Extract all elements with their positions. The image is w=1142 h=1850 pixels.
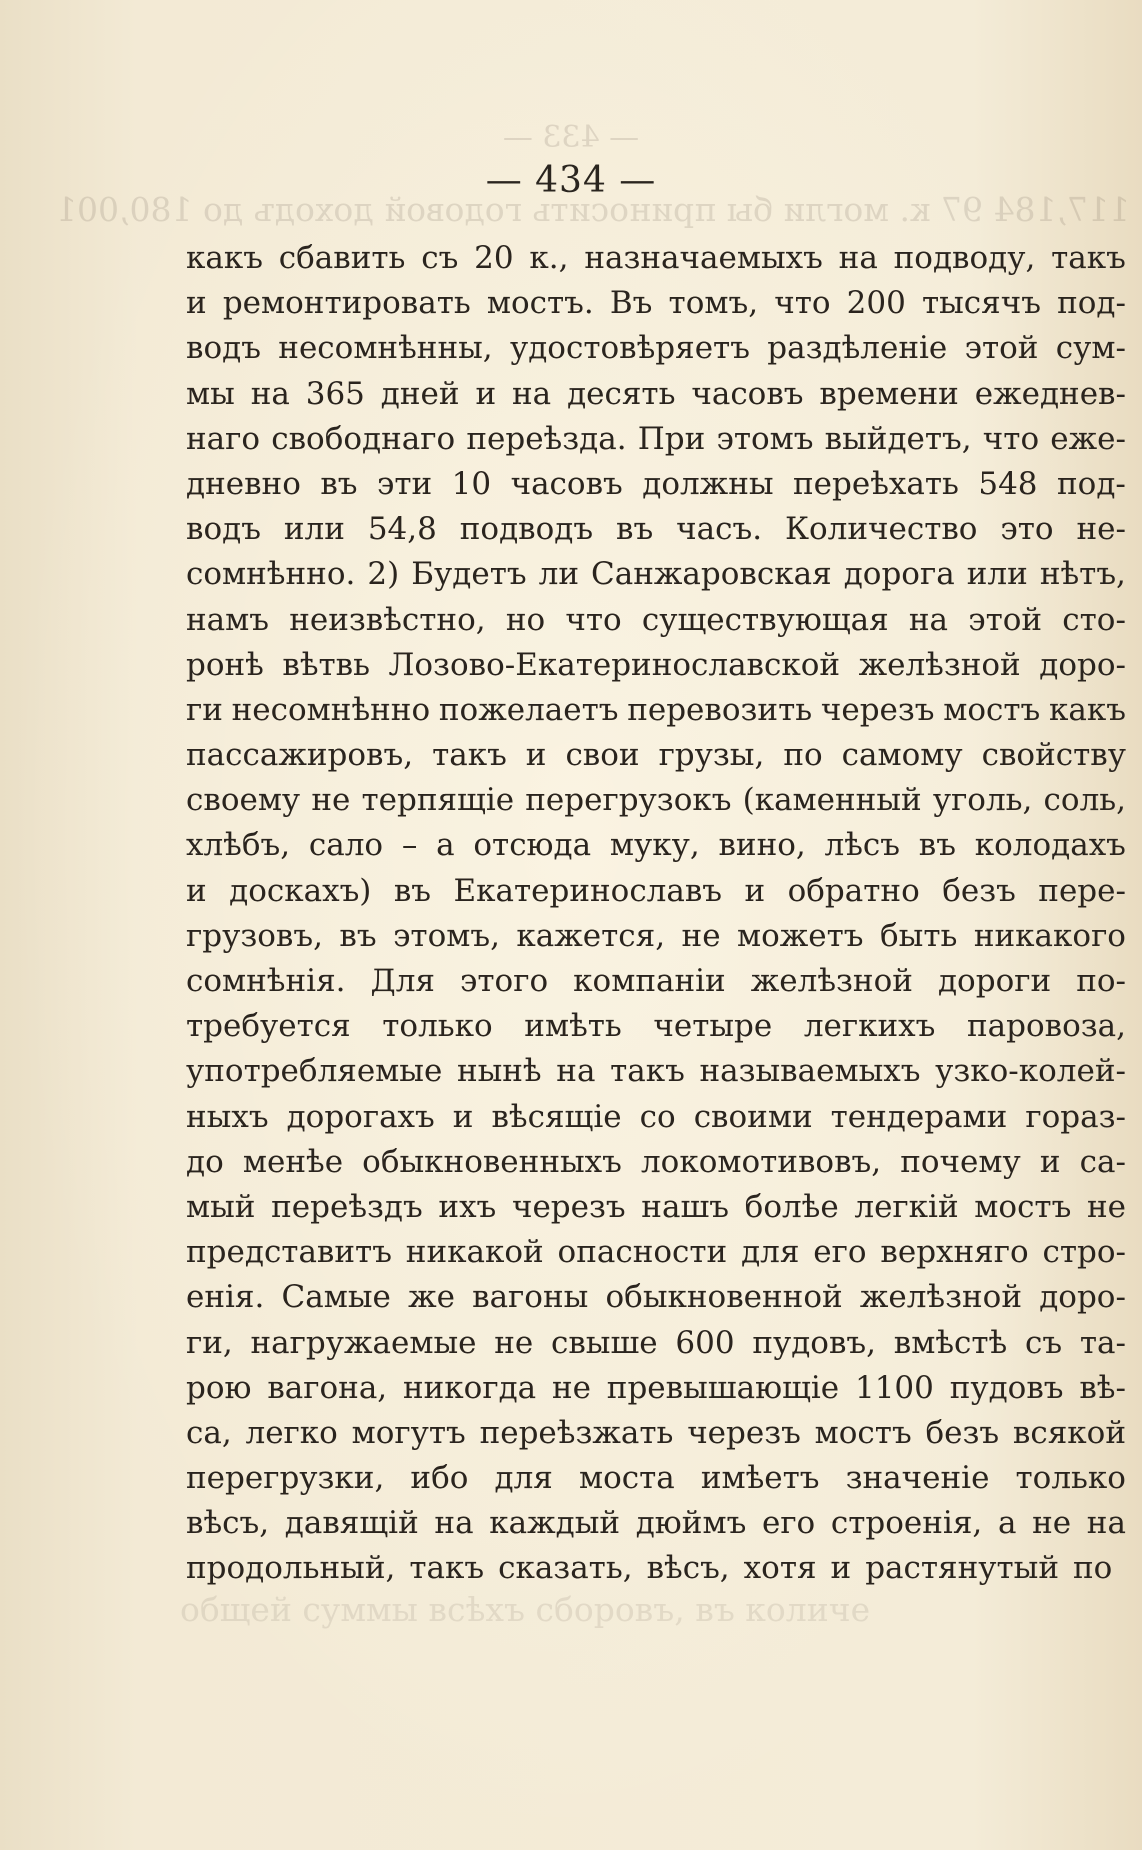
word: дней — [380, 375, 460, 412]
word: этомъ — [716, 420, 814, 457]
word: ныхъ — [186, 1098, 269, 1135]
word: своими — [693, 1098, 813, 1135]
word: паровоза, — [966, 1008, 1126, 1045]
word: Лозово-Екатеринославской — [388, 646, 841, 683]
word: под- — [1057, 285, 1126, 322]
word: на — [434, 1505, 474, 1542]
word: всякой — [1012, 1414, 1126, 1451]
word: мостъ. — [486, 285, 594, 322]
word: желѣзной — [859, 1279, 1022, 1316]
word: на — [512, 375, 552, 412]
word: перегрузки, — [186, 1460, 385, 1497]
word: дневно — [186, 465, 301, 502]
word: съ — [1024, 1324, 1063, 1361]
word: этомъ, — [393, 917, 500, 954]
word: несомнѣнно — [231, 691, 431, 728]
word: и — [452, 1098, 474, 1135]
word: локомотивовъ, — [640, 1143, 882, 1180]
word: этой — [968, 601, 1043, 638]
word: черезъ — [820, 691, 935, 728]
word: пудовъ, — [752, 1324, 876, 1361]
word: (каменный — [742, 782, 922, 819]
word: свободнаго — [271, 420, 456, 457]
text-line — [186, 1140, 1126, 1185]
word: безъ — [925, 1414, 1000, 1451]
word: хлѣбъ, — [186, 827, 291, 864]
word: по — [1072, 1550, 1113, 1587]
word: а — [436, 827, 455, 864]
word: муку, — [609, 827, 700, 864]
word: наго — [186, 420, 261, 457]
word: со — [639, 1098, 676, 1135]
word: сомнѣнія. — [186, 963, 346, 999]
word: 10 — [451, 465, 492, 502]
word: имѣетъ — [700, 1460, 820, 1497]
word: 365 — [305, 375, 365, 412]
word: ремонтировать — [222, 285, 471, 322]
text-line — [186, 281, 1126, 326]
word: легкихъ — [803, 1008, 936, 1045]
text-line — [186, 1501, 1126, 1546]
word: строенія, — [830, 1505, 983, 1542]
word: При — [637, 420, 706, 457]
word: вѣсъ, — [186, 1505, 270, 1542]
word: могутъ — [351, 1414, 466, 1451]
word: вѣсъ, — [646, 1550, 730, 1587]
word: дорога — [843, 556, 955, 593]
word: са, — [186, 1414, 232, 1451]
word: требуется — [186, 1008, 351, 1045]
word: на — [1086, 1505, 1126, 1542]
text-line — [186, 552, 1126, 597]
word: имѣть — [524, 1008, 622, 1045]
text-line — [186, 1275, 1126, 1320]
word: Будетъ — [411, 556, 527, 593]
text-line — [186, 1004, 1126, 1049]
text-line — [186, 688, 1126, 733]
word: перегрузокъ — [525, 782, 732, 819]
word: опасности — [557, 1234, 728, 1271]
word: вѣсящіе — [491, 1098, 622, 1135]
word: отсюда — [473, 827, 592, 864]
word: под- — [1057, 465, 1126, 502]
word: что — [565, 601, 622, 638]
text-line — [186, 643, 1126, 688]
word: свои — [565, 737, 640, 774]
word: и — [475, 375, 497, 412]
word: почему — [900, 1143, 1021, 1180]
word: подводу, — [893, 240, 1036, 276]
word: не — [1032, 1505, 1072, 1542]
word: сказать, — [498, 1550, 633, 1587]
word: можетъ — [737, 917, 864, 954]
word: енія. — [186, 1279, 265, 1316]
word: часовъ — [691, 375, 804, 412]
word: желѣзной — [750, 963, 913, 999]
word: водъ — [186, 330, 261, 367]
word: ги — [186, 691, 223, 728]
word: водъ — [186, 511, 261, 548]
word: обыкновенной — [605, 1279, 843, 1316]
word: и — [744, 872, 766, 909]
word: кажется, — [516, 917, 666, 954]
word: желѣзной — [858, 646, 1021, 683]
word: верхняго — [880, 1234, 1029, 1271]
word: ибо — [410, 1460, 469, 1497]
word: нашъ — [641, 1188, 729, 1225]
word: нѣтъ, — [1039, 556, 1126, 593]
word: но — [505, 601, 546, 638]
word: въ — [616, 511, 654, 548]
word: терпящіе — [361, 782, 515, 819]
word: пожелаетъ — [438, 691, 619, 728]
word: сто- — [1062, 601, 1126, 638]
word: существующая — [641, 601, 889, 638]
word: переѣзда. — [466, 420, 627, 457]
word: а — [997, 1505, 1017, 1542]
word: называемыхъ — [699, 1053, 921, 1090]
text-line — [186, 778, 1126, 823]
word: мый — [186, 1188, 256, 1225]
show-through-header: — 433 — — [502, 120, 640, 155]
word: легко — [245, 1414, 338, 1451]
word: доро- — [1039, 646, 1126, 683]
word: Самые — [281, 1279, 391, 1316]
text-line — [186, 1185, 1126, 1230]
word: времени — [819, 375, 959, 412]
show-through-footer: общей суммы всѣхъ сборовъ, въ количе — [180, 1590, 871, 1629]
word: ги, — [186, 1324, 233, 1361]
text-line — [186, 507, 1126, 552]
word: на — [908, 601, 949, 638]
word: 1100 — [854, 1369, 934, 1406]
word: черезъ — [687, 1414, 801, 1451]
text-line — [186, 959, 1126, 1004]
word: сало — [308, 827, 384, 864]
word: обратно — [787, 872, 920, 909]
word: – — [401, 827, 418, 864]
word: вѣ- — [1079, 1369, 1126, 1406]
word: гораз- — [1025, 1098, 1126, 1135]
word: часовъ — [510, 465, 623, 502]
word: тысячъ — [921, 285, 1041, 322]
word: или — [966, 556, 1028, 593]
word: по- — [1076, 963, 1126, 999]
word: 2) — [367, 556, 400, 593]
word: на — [556, 1053, 596, 1090]
word: доскахъ) — [229, 872, 372, 909]
word: компаніи — [573, 963, 726, 999]
word: сум- — [1055, 330, 1126, 367]
word: никакой — [405, 1234, 544, 1271]
word: 20 — [474, 240, 514, 276]
word: са- — [1079, 1143, 1126, 1180]
word: хотя — [743, 1550, 817, 1587]
word: Санжаровская — [591, 556, 832, 593]
word: пере- — [1038, 872, 1126, 909]
word: и — [186, 285, 207, 322]
word: уголь, — [932, 782, 1033, 819]
word: нагружаемые — [250, 1324, 477, 1361]
word: назначаемыхъ — [584, 240, 823, 276]
word: еже- — [1050, 420, 1126, 457]
word: такъ — [432, 737, 507, 774]
word: 200 — [846, 285, 906, 322]
text-line — [186, 1049, 1126, 1094]
word: превышающіе — [606, 1369, 840, 1406]
word: должны — [642, 465, 774, 502]
word: на — [250, 375, 290, 412]
word: пассажировъ, — [186, 737, 414, 774]
text-line — [186, 326, 1126, 371]
word: что — [774, 285, 831, 322]
word: каждый — [489, 1505, 621, 1542]
word: часъ. — [676, 511, 763, 548]
word: не- — [1076, 511, 1126, 548]
word: не — [1086, 1188, 1126, 1225]
word: же — [408, 1279, 455, 1316]
word: 54,8 — [367, 511, 437, 548]
word: дюймъ — [635, 1505, 747, 1542]
word: тендерами — [830, 1098, 1008, 1135]
word: въ — [918, 827, 956, 864]
word: намъ — [186, 601, 269, 638]
word: мостъ — [943, 691, 1041, 728]
word: свыше — [550, 1324, 658, 1361]
word: рою — [186, 1369, 252, 1406]
word: не — [494, 1324, 534, 1361]
word: та- — [1079, 1324, 1126, 1361]
text-line — [186, 1546, 1126, 1591]
word: черезъ — [511, 1188, 626, 1225]
word: 600 — [675, 1324, 735, 1361]
text-line — [186, 236, 1126, 281]
word: только — [382, 1008, 493, 1045]
word: грузовъ, — [186, 917, 323, 954]
word: сомнѣнно. — [186, 556, 356, 593]
word: ронѣ — [186, 646, 264, 683]
word: вмѣстѣ — [893, 1324, 1008, 1361]
word: 548 — [978, 465, 1038, 502]
word: несомнѣнны, — [278, 330, 493, 367]
word: растянутый — [865, 1550, 1059, 1587]
word: переѣзжать — [479, 1414, 674, 1451]
word: этой — [964, 330, 1039, 367]
word: въ — [320, 465, 358, 502]
word: вагона, — [267, 1369, 388, 1406]
word: лѣсъ — [824, 827, 901, 864]
word: не — [551, 1369, 591, 1406]
word: десять — [567, 375, 676, 412]
text-line — [186, 733, 1126, 778]
word: обыкновенныхъ — [362, 1143, 622, 1180]
word: мостъ — [974, 1188, 1072, 1225]
text-line — [186, 598, 1126, 643]
text-line — [186, 1456, 1126, 1501]
page-number: — 434 — — [485, 160, 657, 201]
word: неизвѣстно, — [289, 601, 486, 638]
word: пудовъ — [949, 1369, 1064, 1406]
word: какъ — [186, 240, 263, 276]
word: моста — [578, 1460, 675, 1497]
text-line — [186, 372, 1126, 417]
word: раздѣленіе — [767, 330, 948, 367]
show-through-line: 117,184 97 к. могли бы приносить годовой доходъ до 180,001 — [56, 190, 1130, 229]
word: никогда — [402, 1369, 537, 1406]
word: свойству — [981, 737, 1126, 774]
word: и — [1039, 1143, 1061, 1180]
word: своему — [186, 782, 301, 819]
word: эти — [377, 465, 433, 502]
word: и — [186, 872, 207, 909]
word: это — [1000, 511, 1054, 548]
word: ежеднев- — [974, 375, 1126, 412]
word: съ — [421, 240, 459, 276]
word: томъ, — [668, 285, 759, 322]
word: Для — [370, 963, 435, 999]
word: что — [982, 420, 1040, 457]
body-text — [186, 236, 1126, 1592]
text-line — [186, 823, 1126, 868]
word: вагоны — [472, 1279, 589, 1316]
word: быть — [880, 917, 958, 954]
word: доро- — [1039, 1279, 1126, 1316]
word: вино, — [718, 827, 806, 864]
word: мостъ — [814, 1414, 912, 1451]
text-line — [186, 869, 1126, 914]
text-line — [186, 1411, 1126, 1456]
text-line — [186, 1321, 1126, 1366]
word: его — [813, 1234, 867, 1271]
word: сбавить — [278, 240, 406, 276]
word: такъ — [1051, 240, 1126, 276]
word: до — [186, 1143, 224, 1180]
word: мы — [186, 375, 235, 412]
word: вѣтвь — [282, 646, 371, 683]
word: подводъ — [459, 511, 594, 548]
word: дорогахъ — [286, 1098, 435, 1135]
text-line — [186, 1230, 1126, 1275]
word: этого — [460, 963, 549, 999]
word: продольный, — [186, 1550, 396, 1587]
word: употребляемые — [186, 1053, 443, 1090]
word: перевозить — [627, 691, 813, 728]
word: дороги — [937, 963, 1052, 999]
word: въ — [339, 917, 377, 954]
word: его — [761, 1505, 816, 1542]
word: ли — [538, 556, 579, 593]
word: не — [681, 917, 721, 954]
text-line — [186, 1366, 1126, 1411]
text-line — [186, 417, 1126, 462]
word: никакого — [973, 917, 1126, 954]
word: Количество — [784, 511, 978, 548]
word: не — [311, 782, 351, 819]
word: четыре — [653, 1008, 773, 1045]
word: переѣхать — [793, 465, 959, 502]
word: ихъ — [438, 1188, 497, 1225]
word: к., — [529, 240, 569, 276]
word: самому — [841, 737, 963, 774]
word: Въ — [609, 285, 653, 322]
word: только — [1015, 1460, 1126, 1497]
word: удостовѣряетъ — [509, 330, 750, 367]
word: или — [283, 511, 345, 548]
word: представитъ — [186, 1234, 392, 1271]
word: для — [741, 1234, 800, 1271]
word: соль, — [1043, 782, 1126, 819]
word: для — [494, 1460, 553, 1497]
word: въ — [393, 872, 432, 909]
word: выйдетъ, — [824, 420, 972, 457]
word: переѣздъ — [271, 1188, 423, 1225]
text-line — [186, 462, 1126, 507]
text-line — [186, 914, 1126, 959]
word: такъ — [610, 1053, 685, 1090]
word: на — [838, 240, 878, 276]
text-line — [186, 1095, 1126, 1140]
word: легкій — [854, 1188, 959, 1225]
word: и — [830, 1550, 852, 1587]
word: такъ — [409, 1550, 485, 1587]
word: и — [525, 737, 547, 774]
word: по — [783, 737, 823, 774]
word: грузы, — [658, 737, 765, 774]
word: менѣе — [242, 1143, 344, 1180]
word: какъ — [1049, 691, 1126, 728]
word: стро- — [1042, 1234, 1126, 1271]
word: болѣе — [744, 1188, 839, 1225]
word: узко-колей- — [935, 1053, 1126, 1090]
word: колодахъ — [974, 827, 1126, 864]
word: значеніе — [845, 1460, 990, 1497]
word: безъ — [942, 872, 1016, 909]
word: давящій — [284, 1505, 419, 1542]
word: Екатеринославъ — [453, 872, 723, 909]
word: нынѣ — [456, 1053, 542, 1090]
